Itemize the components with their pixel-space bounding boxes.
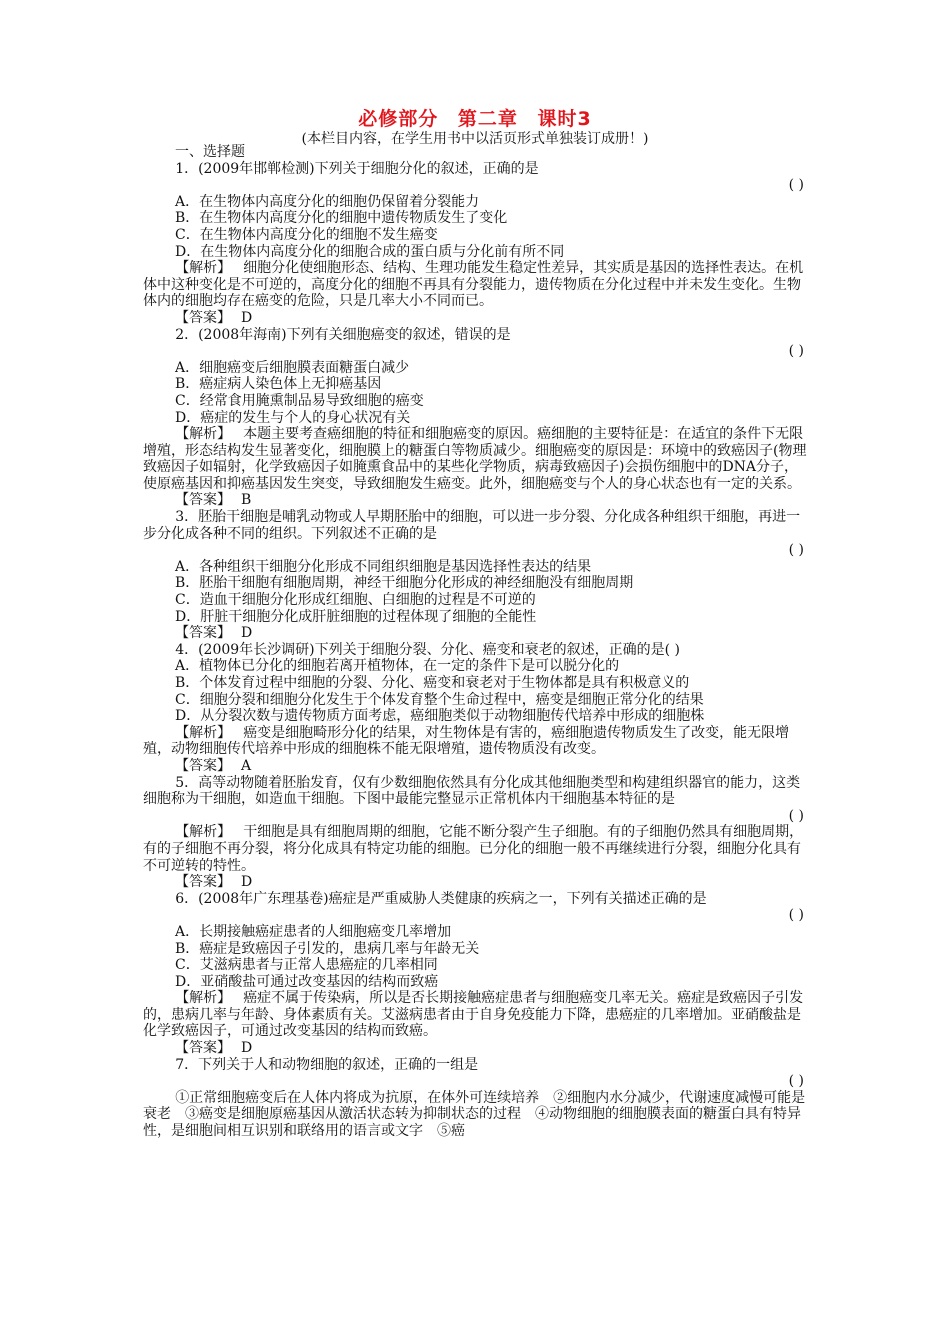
question-6	[143, 891, 808, 1057]
question-stem: 1．(2009年邯郸检测)下列关于细胞分化的叙述，正确的是	[175, 160, 539, 177]
answer-blank: ( )	[788, 343, 804, 360]
answer	[143, 874, 808, 891]
option: A．细胞癌变后细胞膜表面糖蛋白减少	[175, 359, 410, 376]
answer-value: B	[241, 492, 252, 509]
option: B．在生物体内高度分化的细胞中遗传物质发生了变化	[175, 210, 508, 227]
answer-value: D	[241, 1040, 253, 1057]
explanation-text: 癌变是细胞畸形分化的结果，对生物体是有害的，癌细胞遗传物质发生了改变，能无限增殖，动物细胞传代培养中形成的细胞株不能无限增殖，遗传物质没有改变。	[143, 724, 790, 758]
option: D．肝脏干细胞分化成肝脏细胞的过程体现了细胞的全能性	[175, 608, 537, 625]
answer-label: 【答案】	[175, 309, 231, 326]
answer-blank: ( )	[788, 177, 804, 194]
question-7	[143, 1057, 808, 1140]
answer	[143, 625, 808, 642]
option: C．造血干细胞分化形成红细胞、白细胞的过程是不可逆的	[175, 592, 536, 609]
question-stem: 2．(2008年海南)下列有关细胞癌变的叙述，错误的是	[175, 326, 511, 343]
explanation-text: 癌症不属于传染病，所以是否长期接触癌症患者与细胞癌变几率无关。癌症是致癌因子引发的，患病几率与年龄、身体素质有关。艾滋病患者由于自身免疫能力下降，患癌症的几率增加。亚硝酸盐是化学致癌因子，可通过改变基因的结构而致癌。	[143, 990, 804, 1040]
explanation	[143, 260, 808, 310]
page-note: (本栏目内容，在学生用书中以活页形式单独装订成册！)	[301, 131, 649, 147]
explanation-label: 【解析】	[175, 426, 232, 443]
answer-label: 【答案】	[175, 492, 231, 509]
explanation	[143, 990, 808, 1040]
answer-label: 【答案】	[175, 625, 231, 642]
explanation-text: 干细胞是具有细胞周期的细胞，它能不断分裂产生子细胞。有的子细胞仍然具有细胞周期，有的子细胞不再分裂，将分化成具有特定功能的细胞。已分化的细胞一般不再继续进行分裂，细胞分化具有不可逆转的特性。	[143, 824, 804, 874]
explanation-text: 细胞分化使细胞形态、结构、生理功能发生稳定性差异，其实质是基因的选择性表达。在机体中这种变化是不可逆的，高度分化的细胞不再具有分裂能力，遗传物质在分化过程中并未发生变化。生物体内的细胞均存在癌变的危险，只是几率大小不同而已。	[143, 260, 804, 310]
option: B．癌症是致癌因子引发的，患病几率与年龄无关	[175, 940, 480, 957]
question-5	[143, 775, 808, 891]
explanation-label: 【解析】	[175, 990, 232, 1007]
answer	[143, 1040, 808, 1057]
question-stem: 5．高等动物随着胚胎发育，仅有少数细胞依然具有分化成其他细胞类型和构建组织器官的能力，这类细胞称为干细胞，如造血干细胞。下图中最能完整显示正常机体内干细胞基本特征的是	[143, 774, 801, 808]
explanation	[143, 824, 808, 874]
statement-list: ①正常细胞癌变后在人体内将成为抗原，在体外可连续培养 ②细胞内水分减少，代谢速度减慢可能是衰老 ③癌变是细胞原癌基因从激活状态转为抑制状态的过程 ④动物细胞的细胞膜表面的糖蛋白具有特异性，是细胞间相互识别和联络用的语言或文字 ⑤癌	[143, 1089, 806, 1140]
title-part-3: 课时3	[537, 108, 592, 130]
option: A．在生物体内高度分化的细胞仍保留着分裂能力	[175, 193, 480, 210]
question-4	[143, 642, 808, 775]
question-stem: 4．(2009年长沙调研)下列关于细胞分裂、分化、癌变和衰老的叙述，正确的是( )	[175, 641, 681, 658]
question-stem: 6．(2008年广东理基卷)癌症是严重威胁人类健康的疾病之一，下列有关描述正确的是	[175, 890, 707, 907]
option: C．经常食用腌熏制品易导致细胞的癌变	[175, 392, 424, 409]
explanation-label: 【解析】	[175, 824, 232, 841]
option: A．长期接触癌症患者的人细胞癌变几率增加	[175, 923, 452, 940]
title-part-2: 第二章	[457, 108, 518, 130]
answer	[143, 758, 808, 775]
section-title: 一、选择题	[175, 144, 245, 160]
option: B．胚胎干细胞有细胞周期，神经干细胞分化形成的神经细胞没有细胞周期	[175, 575, 634, 592]
option: D．亚硝酸盐可通过改变基因的结构而致癌	[175, 973, 439, 990]
option: A．各种组织干细胞分化形成不同组织细胞是基因选择性表达的结果	[175, 558, 592, 575]
answer-label: 【答案】	[175, 874, 231, 891]
explanation-label: 【解析】	[175, 724, 232, 741]
answer-blank: ( )	[788, 807, 804, 824]
option: B．癌症病人染色体上无抑癌基因	[175, 376, 382, 393]
question-1	[143, 161, 808, 327]
question-list	[143, 144, 808, 1140]
explanation	[143, 426, 808, 492]
option: C．细胞分裂和细胞分化发生于个体发育整个生命过程中，癌变是细胞正常分化的结果	[175, 691, 704, 708]
answer-value: D	[241, 625, 253, 642]
answer	[143, 492, 808, 509]
option: C．艾滋病患者与正常人患癌症的几率相同	[175, 957, 438, 974]
option: C．在生物体内高度分化的细胞不发生癌变	[175, 226, 438, 243]
option: A．植物体已分化的细胞若离开植物体，在一定的条件下是可以脱分化的	[175, 658, 620, 675]
answer-label: 【答案】	[175, 1040, 231, 1057]
explanation-text: 本题主要考查癌细胞的特征和细胞癌变的原因。癌细胞的主要特征是：在适宜的条件下无限增殖，形态结构发生显著变化，细胞膜上的糖蛋白等物质减少。细胞癌变的原因是：环境中的致癌因子(物理致癌因子如辐射，化学致癌因子如腌熏食品中的某些化学物质，病毒致癌因子)会损伤细胞中的DNA分子，使原癌基因和抑癌基因发生突变，导致细胞发生癌变。此外，细胞癌变与个人的身心状态也有一定的关系。	[143, 426, 807, 492]
explanation-label: 【解析】	[175, 260, 232, 277]
option: B．个体发育过程中细胞的分裂、分化、癌变和衰老对于生物体都是具有积极意义的	[175, 675, 690, 691]
answer-value: A	[241, 757, 252, 774]
option: D．癌症的发生与个人的身心状况有关	[175, 409, 411, 426]
option: D．在生物体内高度分化的细胞合成的蛋白质与分化前有所不同	[175, 243, 565, 260]
page-title	[0, 104, 950, 131]
answer-blank: ( )	[788, 542, 804, 559]
answer-value: D	[241, 309, 253, 326]
question-3	[143, 509, 808, 642]
question-2	[143, 327, 808, 510]
title-part-1: 必修部分	[358, 108, 439, 130]
option: D．从分裂次数与遗传物质方面考虑，癌细胞类似于动物细胞传代培养中形成的细胞株	[175, 708, 705, 725]
answer	[143, 310, 808, 327]
question-stem: 7．下列关于人和动物细胞的叙述，正确的一组是	[175, 1056, 479, 1073]
answer-blank: ( )	[788, 1073, 804, 1090]
answer-label: 【答案】	[175, 757, 231, 774]
question-stem: 3．胚胎干细胞是哺乳动物或人早期胚胎中的细胞，可以进一步分裂、分化成各种组织干细胞，再进一步分化成各种不同的组织。下列叙述不正确的是	[143, 509, 801, 542]
answer-blank: ( )	[788, 907, 804, 924]
explanation	[143, 725, 808, 758]
answer-value: D	[241, 874, 253, 891]
